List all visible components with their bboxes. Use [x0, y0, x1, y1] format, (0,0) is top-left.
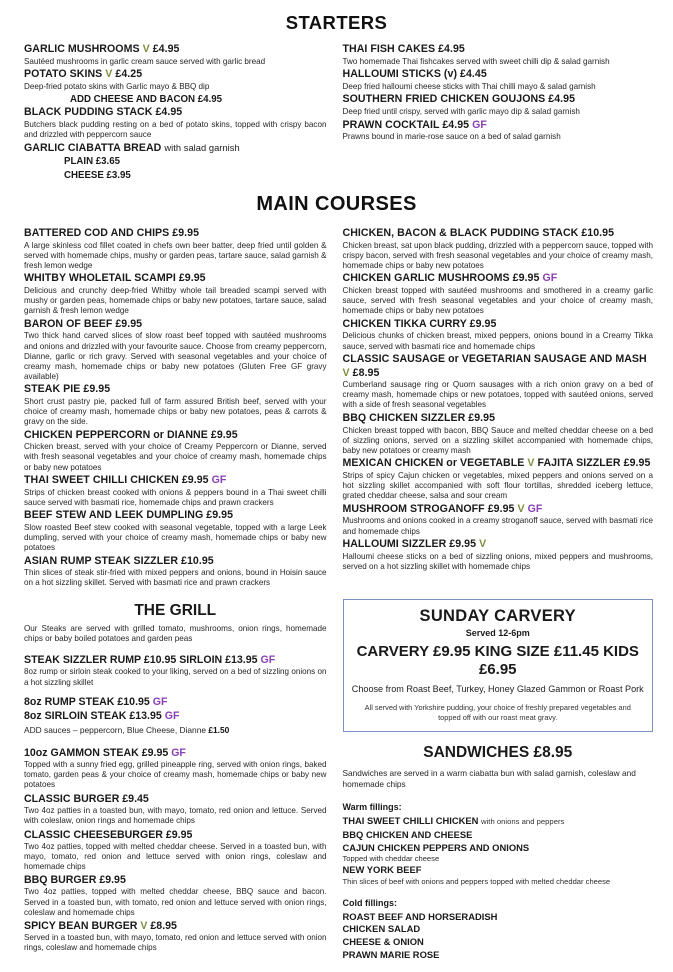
item-description: Deep fried halloumi cheese sticks with Thai chilli mayo & salad garnish [342, 81, 596, 91]
item-name: 8oz RUMP STEAK £10.95 GF [24, 696, 168, 709]
item-name: BARON OF BEEF £9.95 [24, 317, 143, 330]
menu-item [24, 509, 327, 553]
filling-description: Topped with cheddar cheese [342, 854, 440, 864]
menu-item [24, 318, 327, 382]
menu-page [0, 12, 673, 972]
item-description: Deep-fried potato skins with Garlic mayo & BBQ dip [24, 81, 210, 91]
item-name: CHICKEN TIKKA CURRY £9.95 [342, 317, 497, 330]
item-description: Delicious chunks of chicken breast, mixed peppers, onions bound in a Creamy Tikka sauce, served with basmati rice and homemade chips [342, 331, 653, 351]
grill-heading: THE GRILL [134, 602, 217, 620]
item-name: GARLIC CIABATTA BREAD with salad garnish [24, 141, 240, 154]
sandwiches-heading: SANDWICHES £8.95 [423, 744, 573, 762]
item-description: Chicken breast, sat upon black pudding, drizzled with a peppercorn sauce, topped with crispy bacon, served with fresh seasonal vegetables and your choice of creamy mash, homemade chips or baby new potatoes [342, 240, 653, 270]
lower-columns [0, 599, 673, 961]
item-name: HALLOUMI STICKS (v) £4.45 [342, 68, 487, 81]
sandwiches-intro: Sandwiches are served in a warm ciabatta bun with salad garnish, coleslaw and homemade chips [342, 768, 636, 789]
item-description: Sautéed mushrooms in garlic cream sauce served with garlic bread [24, 56, 266, 66]
menu-item [24, 106, 327, 140]
item-name: BLACK PUDDING STACK £4.95 [24, 106, 183, 119]
item-description: A large skinless cod fillet coated in chefs own beer batter, deep fried until golden & served with homemade chips, mushy or garden peas, tartare sauce, salad garnish & fresh lemon wedge [24, 240, 327, 270]
main-courses-columns [0, 227, 673, 590]
item-name: ASIAN RUMP STEAK SIZZLER £10.95 [24, 554, 214, 567]
item-description: Slow roasted Beef stew cooked with seasonal vegetable, topped with a large Leek dumpling, served with your choice of creamy mash, homemade chips or baby new potatoes [24, 523, 327, 553]
carvery-served-time: Served 12-6pm [465, 628, 530, 639]
item-option: PLAIN £3.65 [64, 156, 120, 168]
menu-item [343, 272, 654, 316]
gluten-free-marker: GF [527, 502, 543, 515]
spacer [343, 887, 654, 897]
vegetarian-marker: V [527, 457, 535, 470]
item-name: STEAK PIE £9.95 [24, 383, 111, 396]
item-name: CHICKEN PEPPERCORN or DIANNE £9.95 [24, 428, 238, 441]
item-addon: ADD CHEESE AND BACON £4.95 [70, 94, 222, 106]
menu-item [24, 43, 327, 67]
add-sauces-price: £1.50 [208, 725, 230, 736]
item-description: Two thick hand carved slices of slow roast beef topped with sautéed mushrooms and onions and drizzled with your favourite sauce. Choose from creamy peppercorn, Dianne, garlic or rich gravy. Served with seasonal vegetables and your choice of creamy mash, homemade chips or baby new potatoes (Gluten Free GF gravy available) [24, 331, 327, 381]
menu-item [343, 412, 654, 456]
item-name: SPICY BEAN BURGER V £8.95 [24, 920, 177, 933]
item-name: HALLOUMI SIZZLER £9.95 V [342, 538, 487, 551]
add-sauces-line: ADD sauces – peppercorn, Blue Cheese, Dianne £1.50 [24, 725, 230, 736]
menu-item [24, 919, 327, 953]
menu-item [343, 68, 654, 92]
item-description: Strips of chicken breast cooked with onions & peppers bound in a Thai sweet chilli sauce served with basmati rice, homemade chips and prawn crackers [24, 487, 327, 507]
item-description: Deep fried until crispy, served with garlic mayo dip & salad garnish [342, 106, 580, 116]
item-name: PRAWN COCKTAIL £4.95 GF [342, 118, 487, 131]
item-name: CLASSIC CHEESEBURGER £9.95 [24, 828, 193, 841]
item-description: Delicious and crunchy deep-fried Whitby whole tail breaded scampi served with mushy or garden peas, homemade chips or baby new potatoes, tartare sauce, salad garnish & fresh lemon wedge [24, 286, 327, 316]
item-description: Two 4oz patties, topped with melted cheddar cheese. Served in a toasted bun, with mayo, tomato, red onion and lettuce served with onion rings, coleslaw and homemade chips [24, 841, 327, 871]
main-courses-right-column [337, 227, 668, 590]
gluten-free-marker: GF [542, 272, 558, 285]
item-description: Two 4oz patties, topped with melted cheddar cheese, BBQ sauce and bacon. Served in a toasted bun, with tomato, red onion and lettuce served with onion rings, coleslaw and homemade chips [24, 887, 327, 917]
sandwich-filling: CHEESE & ONION [342, 936, 424, 947]
menu-item [24, 555, 327, 589]
sandwich-filling: CHICKEN SALAD [342, 923, 421, 935]
vegetarian-marker: V [105, 68, 113, 81]
starters-heading: STARTERS [285, 12, 388, 33]
vegetarian-marker: V [517, 502, 525, 515]
item-name: SOUTHERN FRIED CHICKEN GOUJONS £4.95 [342, 93, 576, 106]
cold-fillings-label: Cold fillings: [342, 897, 397, 908]
menu-item [24, 828, 327, 872]
sandwich-filling: BBQ CHICKEN AND CHEESE [342, 829, 473, 841]
main-courses-left-column [6, 227, 337, 590]
spacer [24, 736, 327, 746]
menu-item [343, 353, 654, 410]
menu-item [24, 227, 327, 271]
item-description: Chicken breast topped with sautéed mushrooms and smothered in a creamy garlic sauce, served with fresh seasonal vegetables and your choice of creamy mash, homemade chips or baby new potatoes [342, 286, 653, 316]
item-description: Halloumi cheese sticks on a bed of sizzling onions, mixed peppers and mushrooms, served on a hot sizzling skillet with homemade chips [342, 551, 653, 571]
menu-item [24, 383, 327, 427]
gluten-free-marker: GF [260, 654, 276, 667]
sandwich-filling: CAJUN CHICKEN PEPPERS AND ONIONS [342, 841, 530, 853]
item-description: Strips of spicy Cajun chicken or vegetables, mixed peppers and onions served on a hot sizzling skillet accompanied with soft flour tortillas, shredded iceberg lettuce, grated cheddar cheese, salsa and sour cream [342, 471, 653, 501]
item-description: Thin slices of steak stir-fried with mixed peppers and onions, bound in Hoisin sauce on a hot sizzling skillet. Served with basmati rice and prawn crackers [24, 568, 327, 588]
sandwich-filling: NEW YORK BEEF [342, 864, 422, 876]
item-name: WHITBY WHOLETAIL SCAMPI £9.95 [24, 272, 206, 285]
vegetarian-marker: V [140, 920, 148, 933]
item-description: Two homemade Thai fishcakes served with sweet chilli dip & salad garnish [342, 56, 610, 66]
filling-note: with onions and peppers [481, 817, 565, 827]
item-name: GARLIC MUSHROOMS V £4.95 [24, 43, 180, 55]
item-name: BEEF STEW AND LEEK DUMPLING £9.95 [24, 509, 234, 522]
starters-right-column [337, 43, 668, 182]
menu-item [24, 272, 327, 316]
menu-item [343, 457, 654, 501]
item-name: 8oz SIRLOIN STEAK £13.95 GF [24, 710, 180, 723]
gluten-free-marker: GF [472, 118, 487, 131]
menu-item [343, 538, 654, 572]
gluten-free-marker: GF [152, 696, 168, 709]
item-name: BBQ CHICKEN SIZZLER £9.95 [342, 412, 496, 425]
item-name: MUSHROOM STROGANOFF £9.95 V GF [342, 502, 543, 515]
item-name: THAI SWEET CHILLI CHICKEN £9.95 GF [24, 474, 227, 487]
main-courses-heading: MAIN COURSES [256, 193, 417, 216]
sandwich-filling: PRAWN MARIE ROSE [342, 948, 440, 960]
carvery-note: All served with Yorkshire pudding, your choice of freshly prepared vegetables and topped off with our roast meat gravy. [364, 703, 631, 722]
filling-description: Thin slices of beef with onions and peppers topped with melted cheddar cheese [342, 876, 611, 886]
item-description: Topped with a sunny fried egg, grilled pineapple ring, served with onion rings, baked tomato, garden peas & your choice of creamy mash, homemade chips or baby new potatoes [24, 760, 327, 790]
carvery-prices: CARVERY £9.95 KING SIZE £11.45 KIDS £6.95 [356, 643, 639, 679]
item-description: Served in a toasted bun, with mayo, tomato, red onion and lettuce served with onion rings, coleslaw and homemade chips [24, 933, 327, 953]
menu-item [24, 429, 327, 473]
carvery-choices: Choose from Roast Beef, Turkey, Honey Glazed Gammon or Roast Pork [351, 684, 644, 695]
item-description: Chicken breast, served with your choice of Creamy Peppercorn or Dianne, served with fresh seasonal vegetables and your choice of creamy mash, homemade chips or baby new potatoes [24, 442, 327, 472]
item-name: CLASSIC SAUSAGE or VEGETARIAN SAUSAGE AND MASH V £8.95 [342, 353, 647, 379]
item-name: MEXICAN CHICKEN or VEGETABLE V FAJITA SIZZLER £9.95 [342, 457, 651, 470]
vegetarian-marker: V [342, 366, 350, 379]
item-name: STEAK SIZZLER RUMP £10.95 SIRLOIN £13.95 GF [24, 654, 276, 667]
item-name: CHICKEN GARLIC MUSHROOMS £9.95 GF [342, 272, 558, 285]
menu-item [24, 653, 327, 687]
item-name: THAI FISH CAKES £4.95 [342, 43, 465, 55]
menu-item [343, 119, 654, 143]
menu-item [24, 873, 327, 917]
sunday-carvery-box [343, 599, 654, 732]
grill-column [6, 599, 337, 961]
menu-item [24, 746, 327, 790]
item-description: Butchers black pudding resting on a bed of potato skins, topped with crispy bacon and drizzled with peppercorn sauce [24, 119, 327, 140]
menu-item [24, 142, 327, 156]
gluten-free-marker: GF [164, 710, 180, 723]
menu-item [343, 503, 654, 537]
menu-item [24, 709, 327, 723]
menu-item [24, 68, 327, 92]
menu-item [343, 93, 654, 117]
menu-item [343, 43, 654, 67]
item-description: Mushrooms and onions cooked in a creamy stroganoff sauce, served with basmati rice and homemade chips [342, 516, 653, 536]
item-description: Cumberland sausage ring or Quorn sausages with a rich onion gravy on a bed of creamy mash, homemade chips or new potatoes, topped with sautéed onions, served with a side of fresh seasonal vegetables [342, 380, 653, 410]
menu-item [24, 792, 327, 826]
item-name: CLASSIC BURGER £9.45 [24, 792, 149, 805]
item-description: Prawns bound in marie-rose sauce on a bed of salad garnish [342, 132, 561, 142]
item-description: Chicken breast topped with bacon, BBQ Sauce and melted cheddar cheese on a bed of sizzling onions, served on a sizzling skillet accompanied with homemade chips, baby new potatoes or creamy mash [342, 425, 653, 455]
carvery-sandwiches-column [337, 599, 668, 961]
menu-item [343, 227, 654, 271]
menu-item [24, 695, 327, 709]
grill-intro: Our Steaks are served with grilled tomato, mushrooms, onion rings, homemade chips or baby boiled potatoes and garden peas [24, 624, 327, 644]
carvery-title: SUNDAY CARVERY [419, 607, 576, 626]
vegetarian-marker: V [479, 538, 487, 551]
sandwich-filling: THAI SWEET CHILLI CHICKEN with onions and peppers [342, 815, 565, 827]
item-description: 8oz rump or sirloin steak cooked to your liking, served on a bed of sizzling onions on a hot sizzling skillet [24, 667, 327, 687]
gluten-free-marker: GF [171, 747, 186, 760]
menu-item [24, 474, 327, 508]
warm-fillings-label: Warm fillings: [342, 802, 402, 813]
item-name: BATTERED COD AND CHIPS £9.95 [24, 227, 200, 240]
gluten-free-marker: GF [211, 474, 227, 487]
starters-left-column [6, 43, 337, 182]
vegetarian-marker: V [142, 43, 150, 55]
item-name: POTATO SKINS V £4.25 [24, 68, 143, 81]
item-name: CHICKEN, BACON & BLACK PUDDING STACK £10.95 [342, 227, 615, 240]
item-name: BBQ BURGER £9.95 [24, 874, 126, 887]
item-name: 10oz GAMMON STEAK £9.95 GF [24, 747, 186, 760]
item-option: CHEESE £3.95 [64, 169, 131, 181]
menu-item [343, 318, 654, 352]
sandwich-filling: ROAST BEEF AND HORSERADISH [342, 910, 498, 922]
item-description: Short crust pastry pie, packed full of farm assured British beef, served with your choice of creamy mash, homemade chips or baby new potatoes, peas & carrots & gravy on the side. [24, 396, 327, 427]
item-name-suffix: with salad garnish [164, 142, 240, 153]
starters-columns [0, 43, 673, 182]
item-description: Two 4oz patties in a toasted bun, with mayo, tomato, red onion and lettuce. Served with coleslaw, onion rings and homemade chips [24, 805, 327, 826]
